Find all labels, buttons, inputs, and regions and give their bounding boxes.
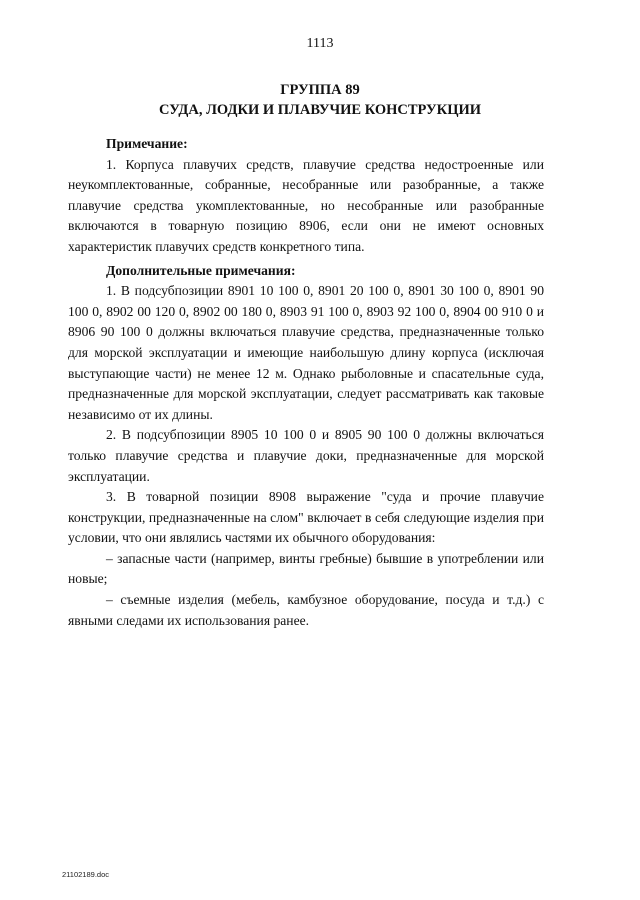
additional-notes-heading: Дополнительные примечания: xyxy=(106,262,296,278)
note-paragraph-1: 1. Корпуса плавучих средств, плавучие средства недостроенные или неукомплектованные, собранные, несобранные или разобранные, а также плавучие средства укомплектованные, но несобранные или разобранные включаются в товарную позицию 8906, если они не имеют основных характеристик плавучих средств конкретного типа. xyxy=(68,156,544,254)
document-body xyxy=(68,134,544,631)
additional-note-3: 3. В товарной позиции 8908 выражение "суда и прочие плавучие конструкции, предназначенные на слом" включает в себя следующие изделия при условии, что они являлись частями их обычного оборудования: xyxy=(68,489,544,546)
page-number: 1113 xyxy=(306,36,334,51)
additional-note-1: 1. В подсубпозиции 8901 10 100 0, 8901 20 100 0, 8901 30 100 0, 8901 90 100 0, 8902 00 120 0, 8902 00 180 0, 8903 91 100 0, 8903 92 100 0, 8904 00 910 0 и 8906 90 100 0 должны включаться плавучие средства, предназначенные только для морской эксплуатации и имеющие наибольшую длину корпуса (исключая выступающие части) не менее 12 м. Однако рыболовные и спасательные суда, предназначенные для морской эксплуатации, следует рассматривать как таковые независимо от их длины. xyxy=(68,283,544,422)
group-subtitle: СУДА, ЛОДКИ И ПЛАВУЧИЕ КОНСТРУКЦИИ xyxy=(158,102,482,118)
list-item-removable-items: – съемные изделия (мебель, камбузное оборудование, посуда и т.д.) с явными следами их использования ранее. xyxy=(68,592,544,628)
group-title: ГРУППА 89 xyxy=(280,82,360,98)
note-heading: Примечание: xyxy=(106,136,188,151)
list-item-spare-parts: – запасные части (например, винты гребные) бывшие в употреблении или новые; xyxy=(68,550,544,587)
footer-filename: 21102189.doc xyxy=(62,870,109,879)
additional-note-2: 2. В подсубпозиции 8905 10 100 0 и 8905 90 100 0 должны включаться только плавучие средства и плавучие доки, предназначенные для морской эксплуатации. xyxy=(68,427,544,484)
